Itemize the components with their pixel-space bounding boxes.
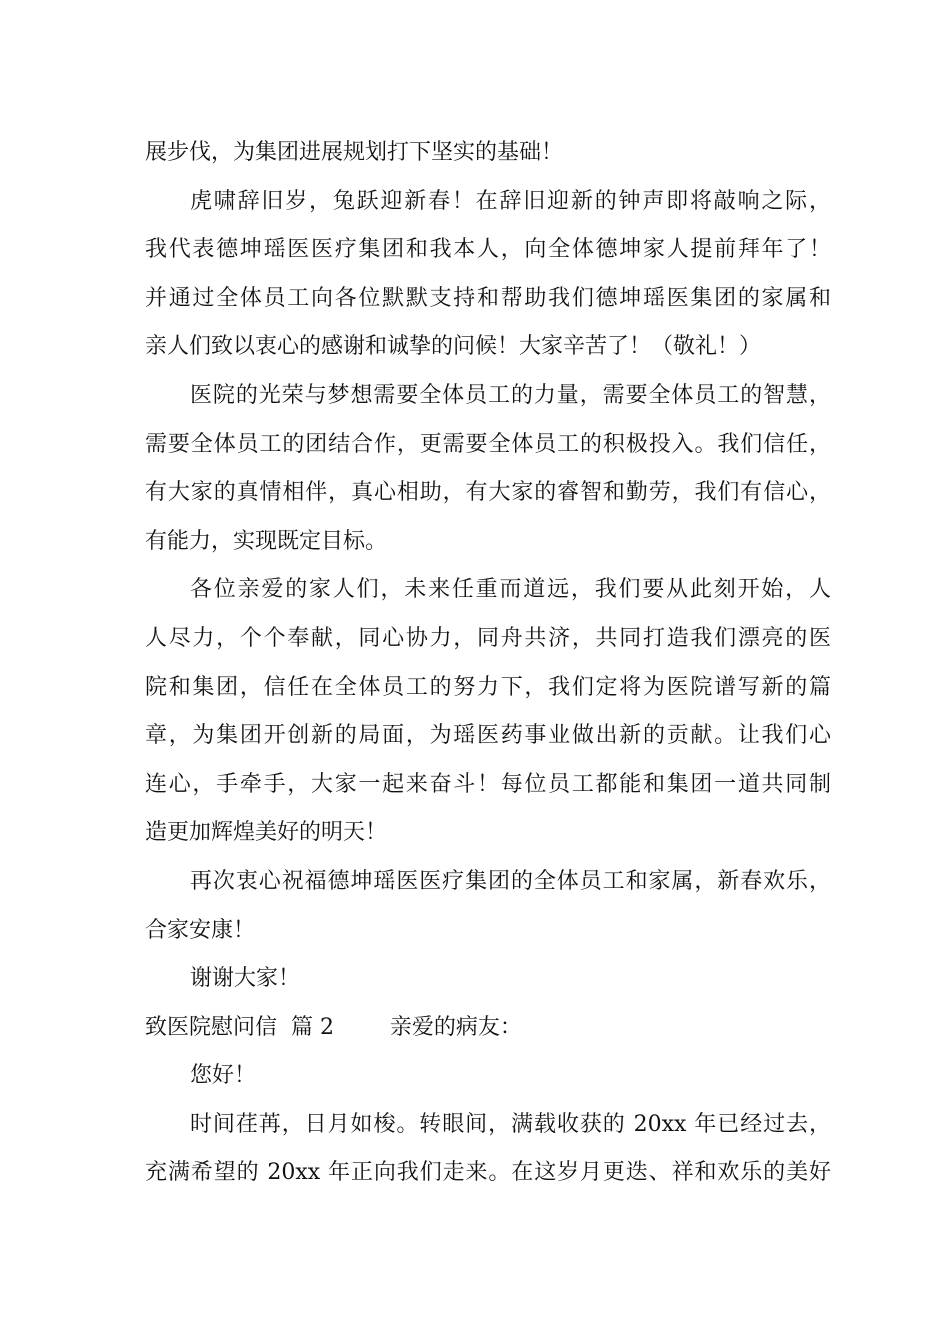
- paragraph-line: 我代表德坤瑶医医疗集团和我本人，向全体德坤家人提前拜年了！: [145, 237, 831, 263]
- paragraph-line: 医院的光荣与梦想需要全体员工的力量，需要全体员工的智慧，: [190, 382, 831, 408]
- paragraph-line: 谢谢大家！: [190, 966, 301, 992]
- greeting-line: 您好！: [190, 1063, 257, 1089]
- paragraph-line: 造更加辉煌美好的明天！: [145, 820, 388, 846]
- paragraph-line: 时间荏苒，日月如梭。转眼间，满载收获的 20xx 年已经过去，: [190, 1111, 831, 1137]
- paragraph-line: 虎啸辞旧岁，兔跃迎新春！在辞旧迎新的钟声即将敲响之际，: [190, 188, 831, 214]
- paragraph-line: 有大家的真情相伴，真心相助，有大家的睿智和勤劳，我们有信心，: [145, 480, 831, 506]
- paragraph-line: 亲人们致以衷心的感谢和诚挚的问候！大家辛苦了！（敬礼！）: [145, 334, 762, 360]
- paragraph-line: 院和集团，信任在全体员工的努力下，我们定将为医院谱写新的篇: [145, 674, 831, 700]
- paragraph-line: 需要全体员工的团结合作，更需要全体员工的积极投入。我们信任，: [145, 431, 831, 457]
- paragraph-line: 连心，手牵手，大家一起来奋斗！每位员工都能和集团一道共同制: [145, 771, 831, 797]
- paragraph-line: 充满希望的 20xx 年正向我们走来。在这岁月更迭、祥和欢乐的美好: [145, 1160, 831, 1186]
- document-body: [145, 129, 831, 1198]
- paragraph-line: 展步伐，为集团进展规划打下坚实的基础！: [145, 140, 564, 165]
- paragraph-line: 人尽力，个个奉献，同心协力，同舟共济，共同打造我们漂亮的医: [145, 625, 831, 651]
- paragraph-line: 合家安康！: [145, 917, 256, 943]
- paragraph-line: 章，为集团开创新的局面，为瑶医药事业做出新的贡献。让我们心: [145, 723, 831, 749]
- paragraph-line: 再次衷心祝福德坤瑶医医疗集团的全体员工和家属，新春欢乐，: [190, 868, 831, 894]
- section-heading: 致医院慰问信 篇 2 亲爱的病友：: [145, 1014, 522, 1040]
- paragraph-line: 各位亲爱的家人们，未来任重而道远，我们要从此刻开始，人: [190, 577, 831, 603]
- paragraph-line: 并通过全体员工向各位默默支持和帮助我们德坤瑶医集团的家属和: [145, 285, 831, 311]
- paragraph-line: 有能力，实现既定目标。: [145, 528, 388, 554]
